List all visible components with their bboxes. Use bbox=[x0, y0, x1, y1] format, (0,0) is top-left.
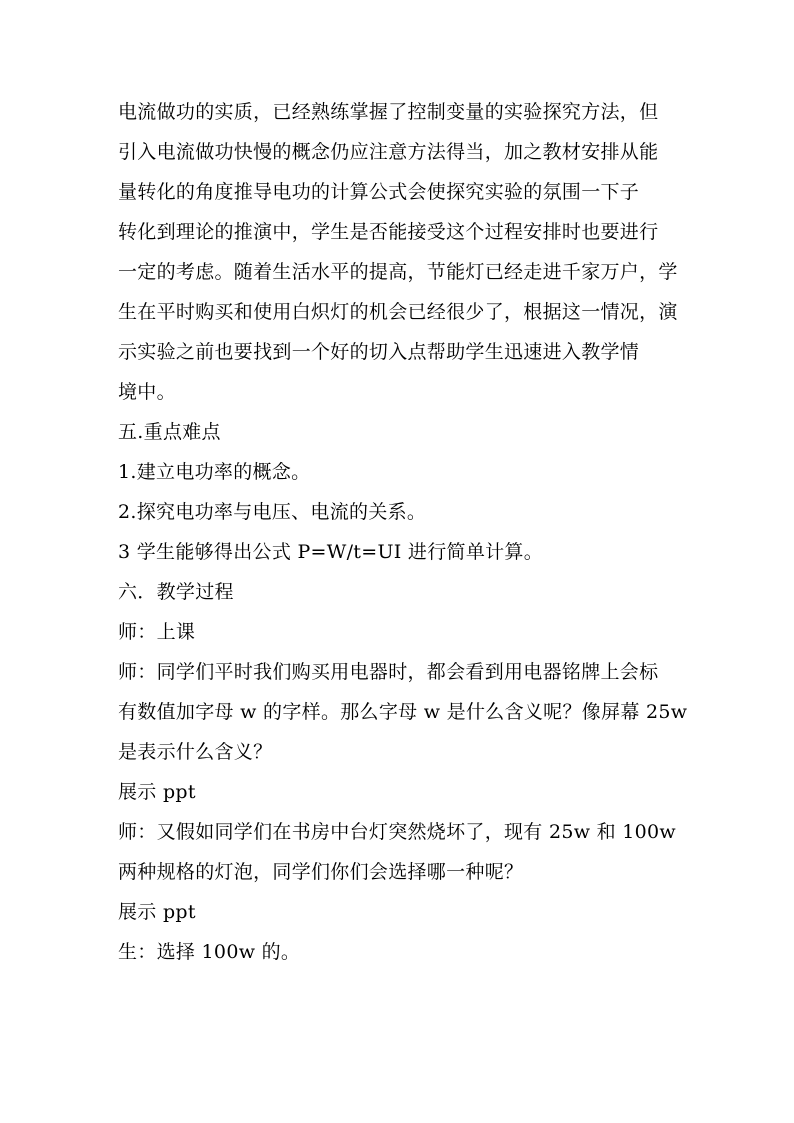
dialogue-line: 两种规格的灯泡，同学们你们会选择哪一种呢？ bbox=[118, 861, 524, 883]
text-line: 转化到理论的推演中，学生是否能接受这个过程安排时也要进行 bbox=[118, 221, 659, 243]
dialogue-line: 生：选择 100w 的。 bbox=[118, 941, 301, 963]
list-item: 2.探究电功率与电压、电流的关系。 bbox=[118, 501, 427, 523]
text-line: 电流做功的实质，已经熟练掌握了控制变量的实验探究方法，但 bbox=[118, 101, 659, 123]
text-line: 一定的考虑。随着生活水平的提高，节能灯已经走进千家万户，学 bbox=[118, 261, 678, 283]
dialogue-line: 是表示什么含义？ bbox=[118, 741, 273, 763]
list-item: 1.建立电功率的概念。 bbox=[118, 461, 311, 483]
text-line: 境中。 bbox=[118, 381, 176, 403]
dialogue-line: 师：同学们平时我们购买用电器时，都会看到用电器铭牌上会标 bbox=[118, 661, 659, 683]
dialogue-line: 师：又假如同学们在书房中台灯突然烧坏了，现有 25w 和 100w bbox=[118, 821, 676, 843]
intro-paragraph bbox=[118, 94, 684, 411]
text-line: 示实验之前也要找到一个好的切入点帮助学生迅速进入教学情 bbox=[118, 341, 640, 363]
section-heading-key-points: 五.重点难点 bbox=[118, 421, 221, 443]
dialogue-line: 师：上课 bbox=[118, 621, 196, 643]
list-item: 3 学生能够得出公式 P=W/t=UI 进行简单计算。 bbox=[118, 541, 544, 563]
text-line: 量转化的角度推导电功的计算公式会使探究实验的氛围一下子 bbox=[118, 181, 640, 203]
dialogue-line: 展示 ppt bbox=[118, 781, 196, 803]
section-heading-teaching-process: 六．教学过程 bbox=[118, 581, 234, 603]
text-line: 引入电流做功快慢的概念仍应注意方法得当，加之教材安排从能 bbox=[118, 141, 659, 163]
dialogue-line: 有数值加字母 w 的字样。那么字母 w 是什么含义呢？像屏幕 25w bbox=[118, 701, 688, 723]
text-line: 生在平时购买和使用白炽灯的机会已经很少了，根据这一情况，演 bbox=[118, 301, 678, 323]
dialogue-line: 展示 ppt bbox=[118, 901, 196, 923]
